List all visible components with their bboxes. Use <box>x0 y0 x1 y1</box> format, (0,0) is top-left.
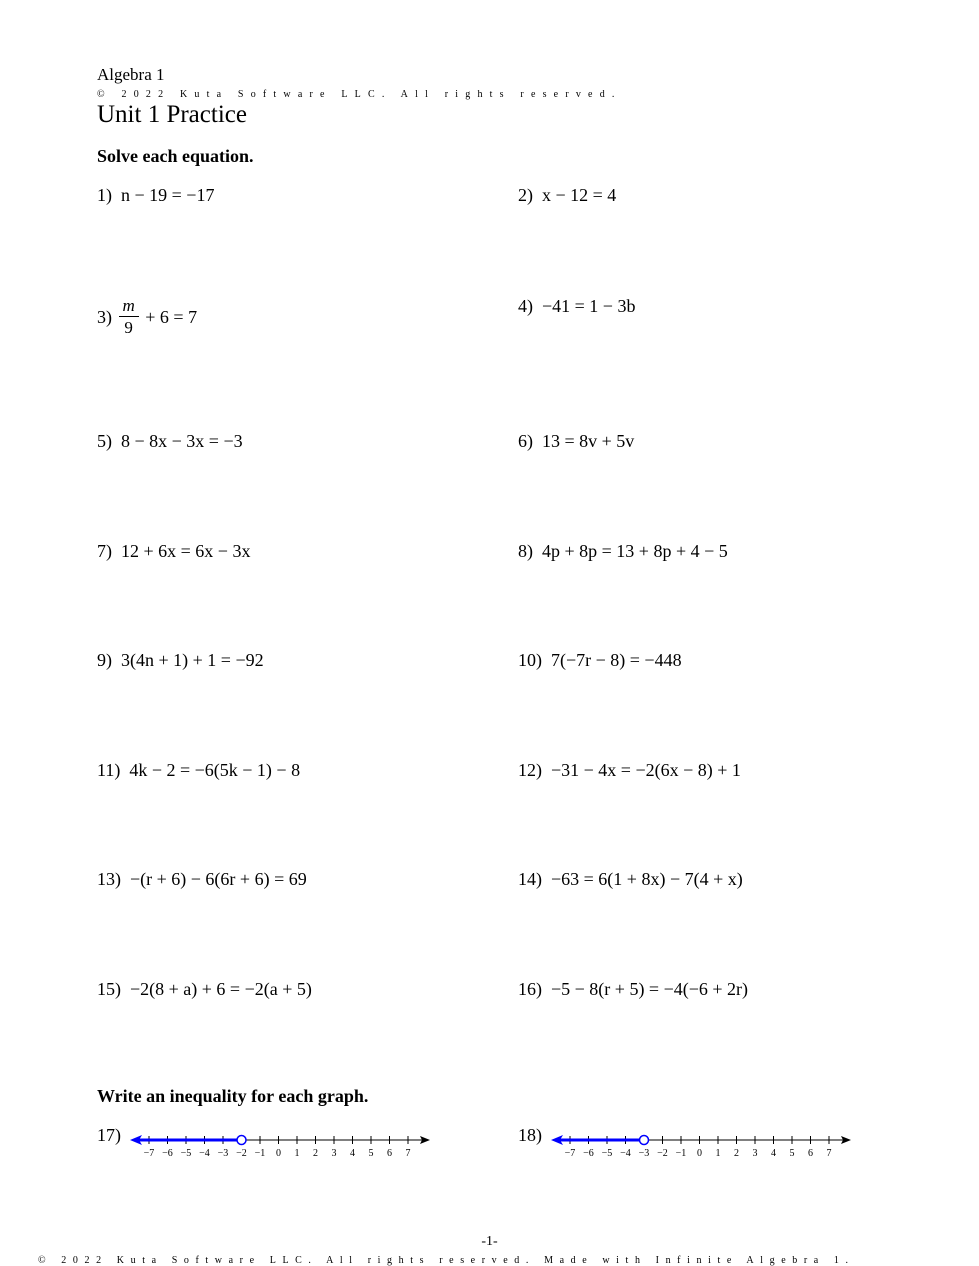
problem-equation: 3(4n + 1) + 1 = −92 <box>121 650 264 670</box>
number-line-18 <box>549 1128 859 1162</box>
problem-number: 4) <box>518 296 533 316</box>
problem-13 <box>97 869 307 890</box>
problem-6 <box>518 431 634 452</box>
problem-equation: −5 − 8(r + 5) = −4(−6 + 2r) <box>551 979 749 999</box>
graph-number-18: 18) <box>518 1125 542 1145</box>
tick-label: −2 <box>236 1148 247 1159</box>
fraction-denominator: 9 <box>124 318 133 337</box>
problem-equation: 12 + 6x = 6x − 3x <box>121 541 251 561</box>
tick-label: −6 <box>162 1148 173 1159</box>
section-heading-inequalities: Write an inequality for each graph. <box>97 1086 369 1106</box>
problem-equation: −63 = 6(1 + 8x) − 7(4 + x) <box>551 869 743 889</box>
tick-label: −7 <box>143 1148 155 1159</box>
tick-label: −7 <box>564 1148 576 1159</box>
problem-equation: 13 = 8v + 5v <box>542 431 635 451</box>
problem-number: 3) <box>97 307 112 327</box>
tick-label: 5 <box>368 1148 374 1159</box>
problem-3 <box>97 296 197 339</box>
problem-9 <box>97 650 264 671</box>
problem-equation: n − 19 = −17 <box>121 185 215 205</box>
tick-label: −5 <box>601 1148 613 1159</box>
problem-number: 11) <box>97 760 121 780</box>
problem-number: 8) <box>518 541 533 561</box>
tick-label: −1 <box>254 1148 266 1159</box>
problem-equation: −41 = 1 − 3b <box>542 296 636 316</box>
problem-number: 13) <box>97 869 121 889</box>
problem-1 <box>97 185 214 206</box>
problem-7 <box>97 541 250 562</box>
tick-label: −2 <box>657 1148 668 1159</box>
problem-number: 15) <box>97 979 121 999</box>
tick-label: 6 <box>808 1148 813 1159</box>
problem-number: 1) <box>97 185 112 205</box>
section-heading-equations: Solve each equation. <box>97 146 254 166</box>
tick-label: −4 <box>620 1148 631 1159</box>
problem-equation: −(r + 6) − 6(6r + 6) = 69 <box>130 869 307 889</box>
problem-equation: + 6 = 7 <box>145 307 198 327</box>
tick-label: 3 <box>752 1148 758 1159</box>
problem-equation: 7(−7r − 8) = −448 <box>551 650 682 670</box>
problem-number: 7) <box>97 541 112 561</box>
problem-number: 12) <box>518 760 542 780</box>
problem-equation: x − 12 = 4 <box>542 185 617 205</box>
graph-number-17: 17) <box>97 1125 121 1145</box>
problem-14 <box>518 869 743 890</box>
tick-label: −4 <box>199 1148 210 1159</box>
problem-15 <box>97 979 312 1000</box>
tick-label: −3 <box>638 1148 650 1159</box>
tick-label: 4 <box>771 1148 776 1159</box>
tick-label: 5 <box>789 1148 795 1159</box>
problem-equation: 4k − 2 = −6(5k − 1) − 8 <box>129 760 301 780</box>
worksheet-title: Unit 1 Practice <box>97 101 247 128</box>
problem-number: 14) <box>518 869 542 889</box>
tick-label: −1 <box>675 1148 687 1159</box>
problem-number: 16) <box>518 979 542 999</box>
tick-label: 0 <box>276 1148 281 1159</box>
copyright-header: © 2022 Kuta Software LLC. All rights reserved. <box>97 89 622 100</box>
problem-11 <box>97 760 300 781</box>
problem-16 <box>518 979 748 1000</box>
problem-number: 2) <box>518 185 533 205</box>
tick-label: 7 <box>405 1148 411 1159</box>
problem-equation: 8 − 8x − 3x = −3 <box>121 431 243 451</box>
course-name: Algebra 1 <box>97 65 165 84</box>
tick-label: 6 <box>387 1148 392 1159</box>
endpoint-circle <box>640 1136 649 1145</box>
problem-number: 10) <box>518 650 542 670</box>
tick-label: −3 <box>217 1148 229 1159</box>
tick-label: 1 <box>294 1148 300 1159</box>
problem-8 <box>518 541 728 562</box>
copyright-footer: © 2022 Kuta Software LLC. All rights reserved. Made with Infinite Algebra 1. <box>38 1255 855 1266</box>
page-number: -1- <box>481 1234 498 1249</box>
tick-label: −6 <box>583 1148 594 1159</box>
tick-label: −5 <box>180 1148 192 1159</box>
tick-label: 2 <box>734 1148 739 1159</box>
tick-label: 1 <box>715 1148 721 1159</box>
problem-equation: 4p + 8p = 13 + 8p + 4 − 5 <box>542 541 728 561</box>
tick-label: 7 <box>826 1148 832 1159</box>
tick-label: 3 <box>331 1148 337 1159</box>
problem-2 <box>518 185 616 206</box>
endpoint-circle <box>237 1136 246 1145</box>
fraction-numerator: m <box>119 296 139 317</box>
problem-5 <box>97 431 243 452</box>
tick-label: 4 <box>350 1148 355 1159</box>
problem-10 <box>518 650 682 671</box>
number-line-17 <box>128 1128 438 1162</box>
problem-equation: −2(8 + a) + 6 = −2(a + 5) <box>130 979 312 999</box>
problem-4 <box>518 296 635 317</box>
problem-number: 5) <box>97 431 112 451</box>
problem-12 <box>518 760 741 781</box>
tick-label: 0 <box>697 1148 702 1159</box>
problem-equation: −31 − 4x = −2(6x − 8) + 1 <box>551 760 741 780</box>
fraction <box>119 296 139 339</box>
problem-number: 6) <box>518 431 533 451</box>
problem-number: 9) <box>97 650 112 670</box>
tick-label: 2 <box>313 1148 318 1159</box>
